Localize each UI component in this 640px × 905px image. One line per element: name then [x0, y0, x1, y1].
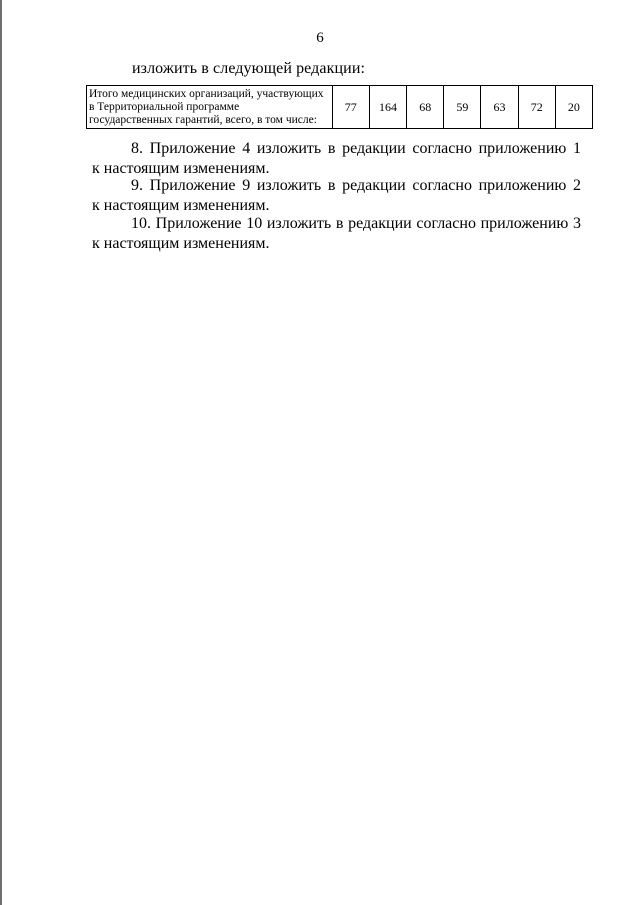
table-value-cell: 68 [407, 86, 444, 129]
paragraph-item-8 [92, 139, 581, 179]
table-value-cell: 72 [518, 86, 555, 129]
paragraph-line: 9. Приложение 9 изложить в редакции согласно приложению 2 [131, 177, 581, 194]
table-row [87, 86, 593, 129]
table-value-cell: 63 [481, 86, 518, 129]
table-value-cell: 59 [444, 86, 481, 129]
page-number: 6 [316, 30, 324, 46]
paragraph-line: 8. Приложение 4 изложить в редакции согласно приложению 1 [131, 140, 581, 157]
table-value-cell: 77 [332, 86, 369, 129]
intro-text: изложить в следующей редакции: [132, 60, 366, 77]
paragraph-item-9 [92, 176, 581, 216]
summary-table [86, 85, 593, 129]
paragraph-item-10 [92, 214, 581, 254]
table-value-cell: 164 [369, 86, 406, 129]
table-label-line: Итого медицинских организаций, участвующих [89, 87, 324, 100]
paragraph-line: к настоящим изменениям. [92, 197, 270, 214]
table-label-line: государственных гарантий, всего, в том числе: [89, 113, 317, 126]
page-left-edge [0, 0, 2, 905]
table-label-cell [87, 86, 333, 129]
table-label-line: в Территориальной программе [89, 100, 240, 113]
table-value-cell: 20 [555, 86, 592, 129]
paragraph-line: 10. Приложение 10 изложить в редакции согласно приложению 3 [131, 215, 581, 232]
paragraph-line: к настоящим изменениям. [92, 235, 270, 252]
paragraph-line: к настоящим изменениям. [92, 160, 270, 177]
